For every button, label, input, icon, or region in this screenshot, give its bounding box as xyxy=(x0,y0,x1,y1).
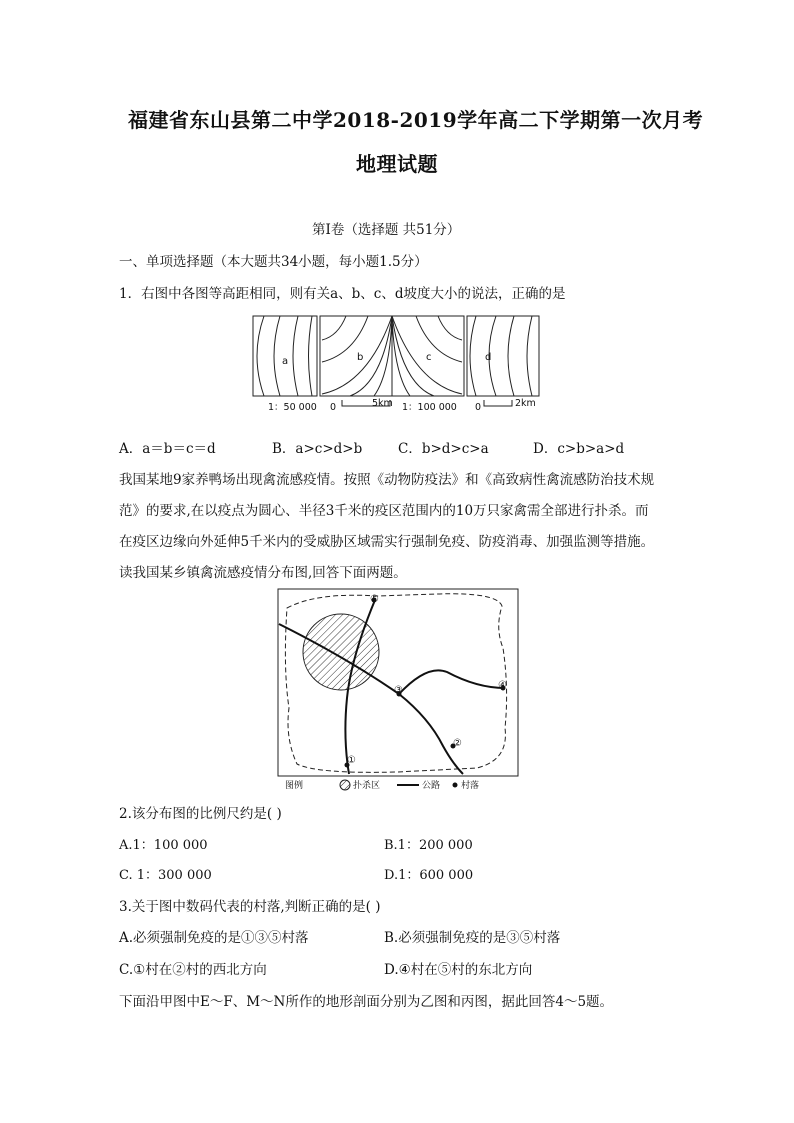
volume-heading: 第Ⅰ卷（选择题 共51分） xyxy=(312,222,461,238)
village-5-label: ⑤ xyxy=(370,594,379,605)
village-3-label: ③ xyxy=(394,685,403,696)
label-d: d xyxy=(485,352,492,363)
map-frame xyxy=(278,589,518,776)
legend-cull-label: 扑杀区 xyxy=(353,781,381,791)
passage-line-4: 读我国某乡镇禽流感疫情分布图,回答下面两题。 xyxy=(119,565,407,581)
passage-line-3: 在疫区边缘向外延伸5千米内的受威胁区域需实行强制免疫、防疫消毒、加强监测等措施。 xyxy=(119,534,655,550)
q3-option-a: A.必须强制免疫的是①③⑤村落 xyxy=(119,930,309,946)
scale-zero-1: 0 xyxy=(330,402,337,413)
panel-d-frame xyxy=(467,316,539,396)
q3-option-c: C.①村在②村的西北方向 xyxy=(119,962,267,978)
scale-ratio-mid: 1：100 000 xyxy=(402,402,457,413)
legend-village-label: 村落 xyxy=(461,781,480,791)
page-title-line2: 地理试题 xyxy=(356,152,438,176)
q1-stem: 1．右图中各图等高距相同，则有关a、b、c、d坡度大小的说法，正确的是 xyxy=(119,286,566,302)
q1-option-b: B．a>c>d>b xyxy=(272,441,363,457)
epidemic-map xyxy=(277,588,519,794)
q3-option-b: B.必须强制免疫的是③⑤村落 xyxy=(384,930,561,946)
legend-village-symbol xyxy=(453,783,458,788)
legend-road-label: 公路 xyxy=(422,781,441,791)
q2-option-c: C. 1：300 000 xyxy=(119,868,212,883)
q2-stem: 2.该分布图的比例尺约是( ) xyxy=(119,806,282,822)
q3-stem: 3.关于图中数码代表的村落,判断正确的是( ) xyxy=(119,899,381,915)
label-a: a xyxy=(282,356,289,367)
legend-title: 图例 xyxy=(285,781,304,791)
q2-option-d: D.1：600 000 xyxy=(384,868,474,883)
next-passage-intro: 下面沿甲图中E～F、M～N所作的地形剖面分别为乙图和丙图，据此回答4～5题。 xyxy=(119,994,614,1010)
scale-ratio-left: 1：50 000 xyxy=(268,402,317,413)
village-2-label: ② xyxy=(453,738,462,749)
part-heading: 一、单项选择题（本大题共34小题，每小题1.5分） xyxy=(119,254,428,270)
page-title-line1: 福建省东山县第二中学2018-2019学年高二下学期第一次月考 xyxy=(128,108,704,132)
village-4-label: ④ xyxy=(498,680,507,691)
q3-option-d: D.④村在⑤村的东北方向 xyxy=(384,962,533,978)
q1-option-c: C．b>d>c>a xyxy=(398,441,489,457)
q2-option-b: B.1：200 000 xyxy=(384,838,473,853)
passage-line-2: 范》的要求,在以疫点为圆心、半径3千米的疫区范围内的10万只家禽需全部进行扑杀。而 xyxy=(119,503,649,519)
q1-option-a: A．a＝b＝c＝d xyxy=(119,441,216,457)
scale-len-2: 2km xyxy=(515,398,536,409)
cull-zone xyxy=(303,614,379,690)
village-1-label: ① xyxy=(347,755,356,766)
contour-figure xyxy=(250,314,542,426)
label-c: c xyxy=(426,352,432,363)
scale-zero-2: 0 xyxy=(475,402,482,413)
q1-option-d: D．c>b>a>d xyxy=(533,441,625,457)
passage-line-1: 我国某地9家养鸭场出现禽流感疫情。按照《动物防疫法》和《高致病性禽流感防治技术规 xyxy=(119,472,655,488)
q2-option-a: A.1：100 000 xyxy=(119,838,208,853)
legend-cull-symbol xyxy=(340,780,350,790)
label-b: b xyxy=(357,352,364,363)
scale-len-1: 5km xyxy=(372,398,393,409)
